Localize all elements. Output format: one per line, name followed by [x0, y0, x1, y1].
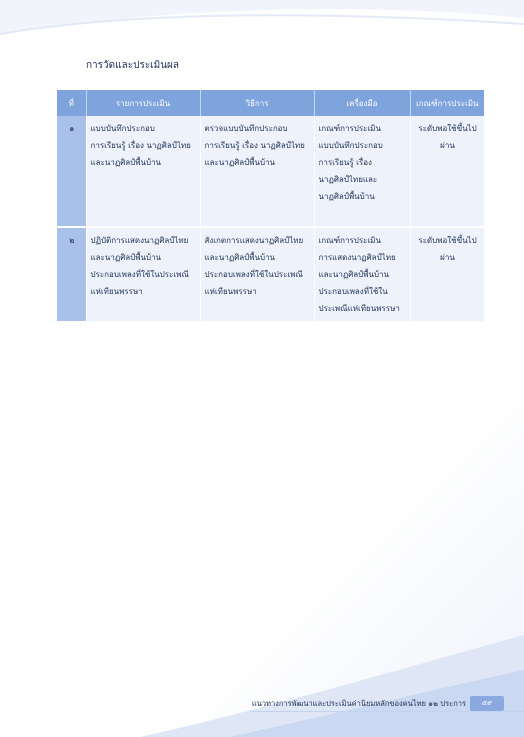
footer-title: แนวทางการพัฒนาและประเมินค่านิยมหลักของคนไทย ๑๒ ประการ — [251, 699, 466, 708]
row-criteria: ระดับพอใช้ขึ้นไป ผ่าน — [410, 227, 484, 322]
row-item: ปฏิบัติการแสดงนาฏศิลป์ไทย และนาฏศิลป์พื้นบ้าน ประกอบเพลงที่ใช้ในประเพณี แห่เทียนพรรษา — [86, 227, 200, 322]
header-number: ที่ — [57, 90, 86, 116]
header-criteria: เกณฑ์การประเมิน — [410, 90, 484, 116]
header-tool: เครื่องมือ — [314, 90, 410, 116]
row-method: สังเกตการแสดงนาฏศิลป์ไทย และนาฏศิลป์พื้นบ้าน ประกอบเพลงที่ใช้ในประเพณี แห่เทียนพรรษา — [200, 227, 314, 322]
section-title: การวัดและประเมินผล — [86, 60, 180, 71]
footer-rule — [250, 711, 524, 712]
row-number: ๑ — [57, 116, 86, 227]
row-tool: เกณฑ์การประเมิน การแสดงนาฏศิลป์ไทย และนาฏศิลป์พื้นบ้าน ประกอบเพลงที่ใช้ใน ประเพณีแห่เทียนพรรษา — [314, 227, 410, 322]
header-item: รายการประเมิน — [86, 90, 200, 116]
page-footer — [0, 692, 524, 716]
footer-decoration — [0, 620, 524, 737]
header-method: วิธีการ — [200, 90, 314, 116]
page-number: ๕๙ — [470, 696, 504, 711]
table-row — [57, 227, 484, 322]
row-number: ๒ — [57, 227, 86, 322]
table-header-row — [57, 90, 484, 116]
row-method: ตรวจแบบบันทึกประกอบ การเรียนรู้ เรื่อง นาฏศิลป์ไทย และนาฏศิลป์พื้นบ้าน — [200, 116, 314, 227]
row-item: แบบบันทึกประกอบ การเรียนรู้ เรื่อง นาฏศิลป์ไทย และนาฏศิลป์พื้นบ้าน — [86, 116, 200, 227]
row-tool: เกณฑ์การประเมิน แบบบันทึกประกอบ การเรียนรู้ เรื่อง นาฏศิลป์ไทยและ นาฏศิลป์พื้นบ้าน — [314, 116, 410, 227]
table-row — [57, 116, 484, 227]
header-decoration — [0, 0, 524, 90]
evaluation-table — [57, 90, 484, 323]
row-criteria: ระดับพอใช้ขึ้นไป ผ่าน — [410, 116, 484, 227]
